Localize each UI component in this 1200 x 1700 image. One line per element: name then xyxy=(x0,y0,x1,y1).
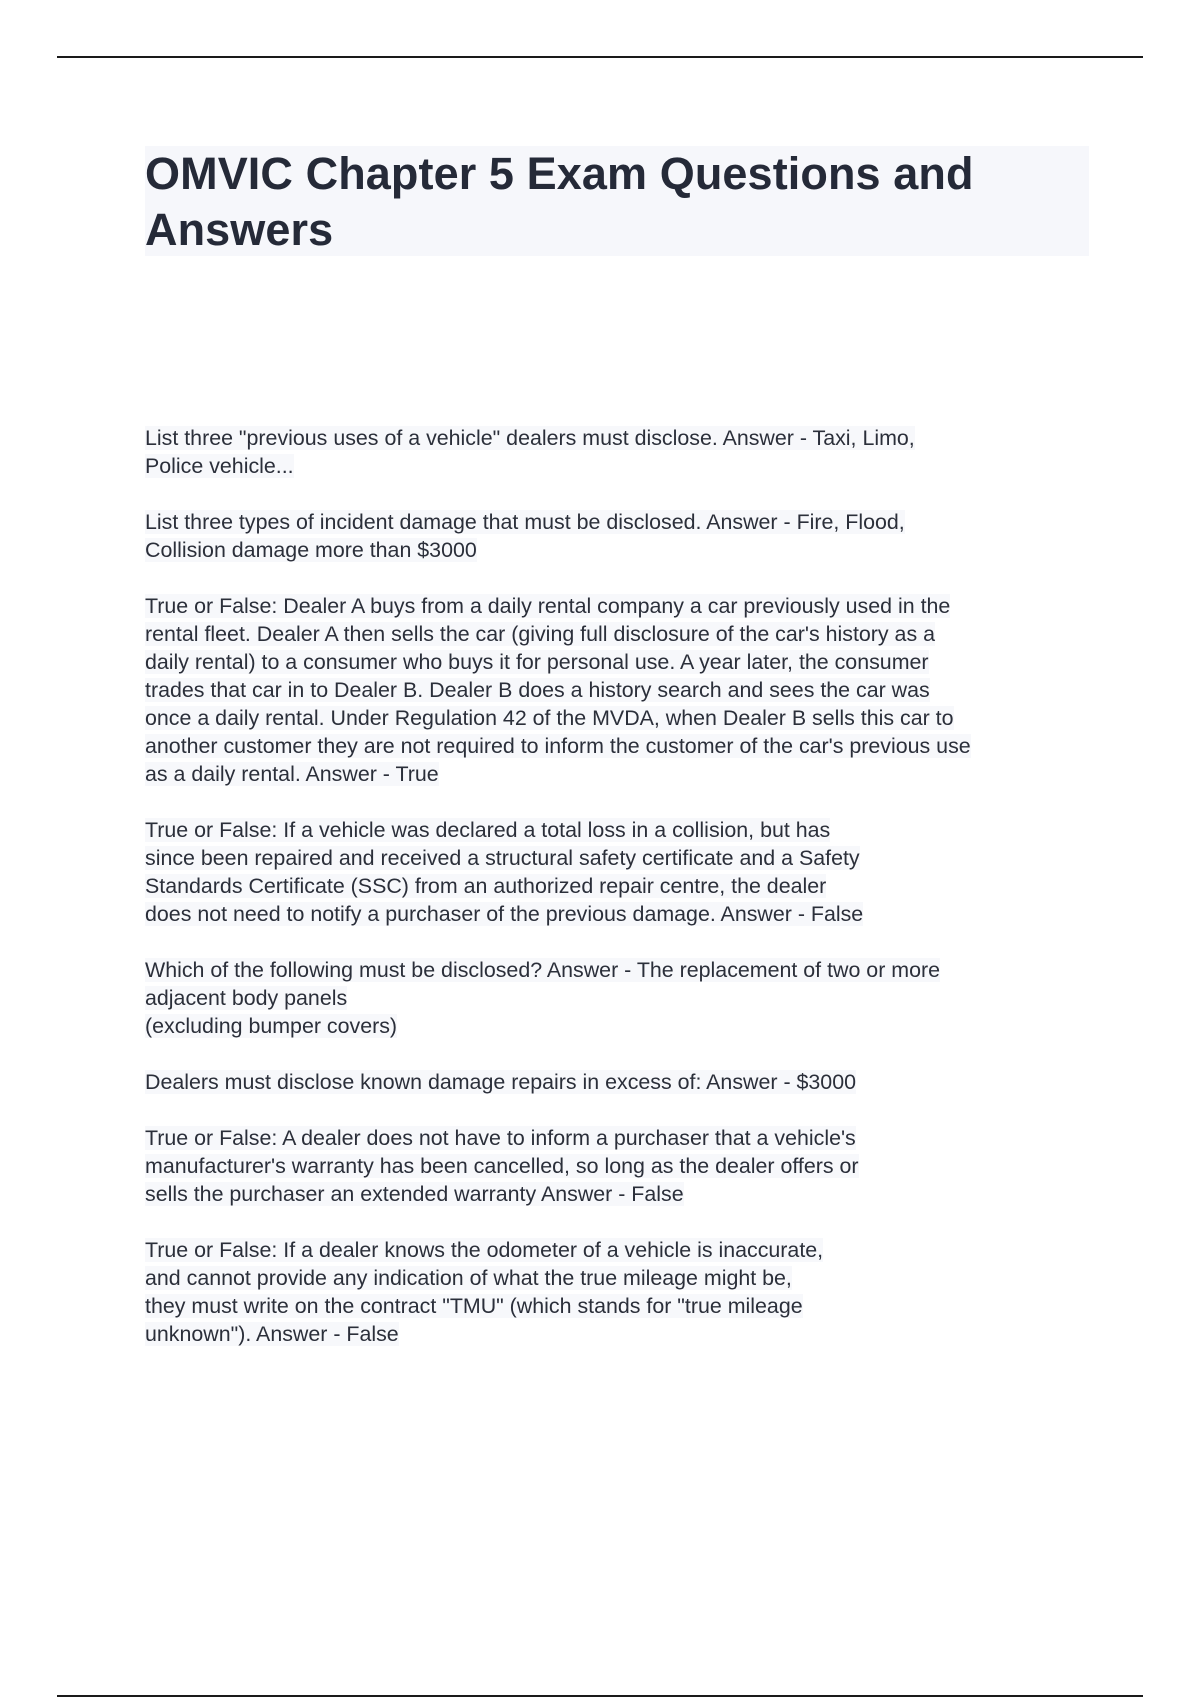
qa-line: List three types of incident damage that must be disclosed. Answer - Fire, Flood, xyxy=(145,510,905,534)
qa-line: sells the purchaser an extended warranty Answer - False xyxy=(145,1182,684,1206)
qa-line: Standards Certificate (SSC) from an authorized repair centre, the dealer xyxy=(145,874,827,898)
bottom-rule xyxy=(57,1695,1143,1697)
qa-item xyxy=(145,816,1095,928)
qa-line: rental fleet. Dealer A then sells the car (giving full disclosure of the car's history as a xyxy=(145,622,935,646)
qa-line: since been repaired and received a structural safety certificate and a Safety xyxy=(145,846,860,870)
qa-item xyxy=(145,424,1095,480)
qa-line: another customer they are not required to inform the customer of the car's previous use xyxy=(145,734,971,758)
qa-item xyxy=(145,1236,1095,1348)
qa-item xyxy=(145,1124,1095,1208)
qa-line: Dealers must disclose known damage repairs in excess of: Answer - $3000 xyxy=(145,1070,856,1094)
qa-line: trades that car in to Dealer B. Dealer B does a history search and sees the car was xyxy=(145,678,930,702)
qa-line: Collision damage more than $3000 xyxy=(145,538,477,562)
qa-list xyxy=(145,424,1095,1376)
qa-line: Which of the following must be disclosed? Answer - The replacement of two or more xyxy=(145,958,940,982)
qa-line: (excluding bumper covers) xyxy=(145,1014,398,1038)
qa-line: daily rental) to a consumer who buys it for personal use. A year later, the consumer xyxy=(145,650,929,674)
qa-item xyxy=(145,1068,1095,1096)
qa-line: does not need to notify a purchaser of the previous damage. Answer - False xyxy=(145,902,864,926)
title-block xyxy=(145,146,1089,256)
qa-line: True or False: Dealer A buys from a daily rental company a car previously used in the xyxy=(145,594,951,618)
qa-item xyxy=(145,508,1095,564)
qa-line: True or False: If a dealer knows the odometer of a vehicle is inaccurate, xyxy=(145,1238,824,1262)
qa-line: manufacturer's warranty has been cancelled, so long as the dealer offers or xyxy=(145,1154,859,1178)
qa-line: adjacent body panels xyxy=(145,986,348,1010)
qa-line: unknown"). Answer - False xyxy=(145,1322,399,1346)
qa-line: True or False: If a vehicle was declared a total loss in a collision, but has xyxy=(145,818,831,842)
page-title-line: Answers xyxy=(145,204,334,255)
qa-line: and cannot provide any indication of what the true mileage might be, xyxy=(145,1266,792,1290)
page-title-line: OMVIC Chapter 5 Exam Questions and xyxy=(145,148,974,199)
qa-item xyxy=(145,592,1095,788)
qa-line: as a daily rental. Answer - True xyxy=(145,762,439,786)
qa-line: True or False: A dealer does not have to inform a purchaser that a vehicle's xyxy=(145,1126,856,1150)
qa-line: List three "previous uses of a vehicle" dealers must disclose. Answer - Taxi, Limo, xyxy=(145,426,915,450)
top-rule xyxy=(57,56,1143,58)
page-title xyxy=(145,146,1089,258)
qa-line: once a daily rental. Under Regulation 42 of the MVDA, when Dealer B sells this car to xyxy=(145,706,954,730)
qa-line: they must write on the contract "TMU" (which stands for "true mileage xyxy=(145,1294,803,1318)
qa-item xyxy=(145,956,1095,1040)
qa-line: Police vehicle... xyxy=(145,454,294,478)
